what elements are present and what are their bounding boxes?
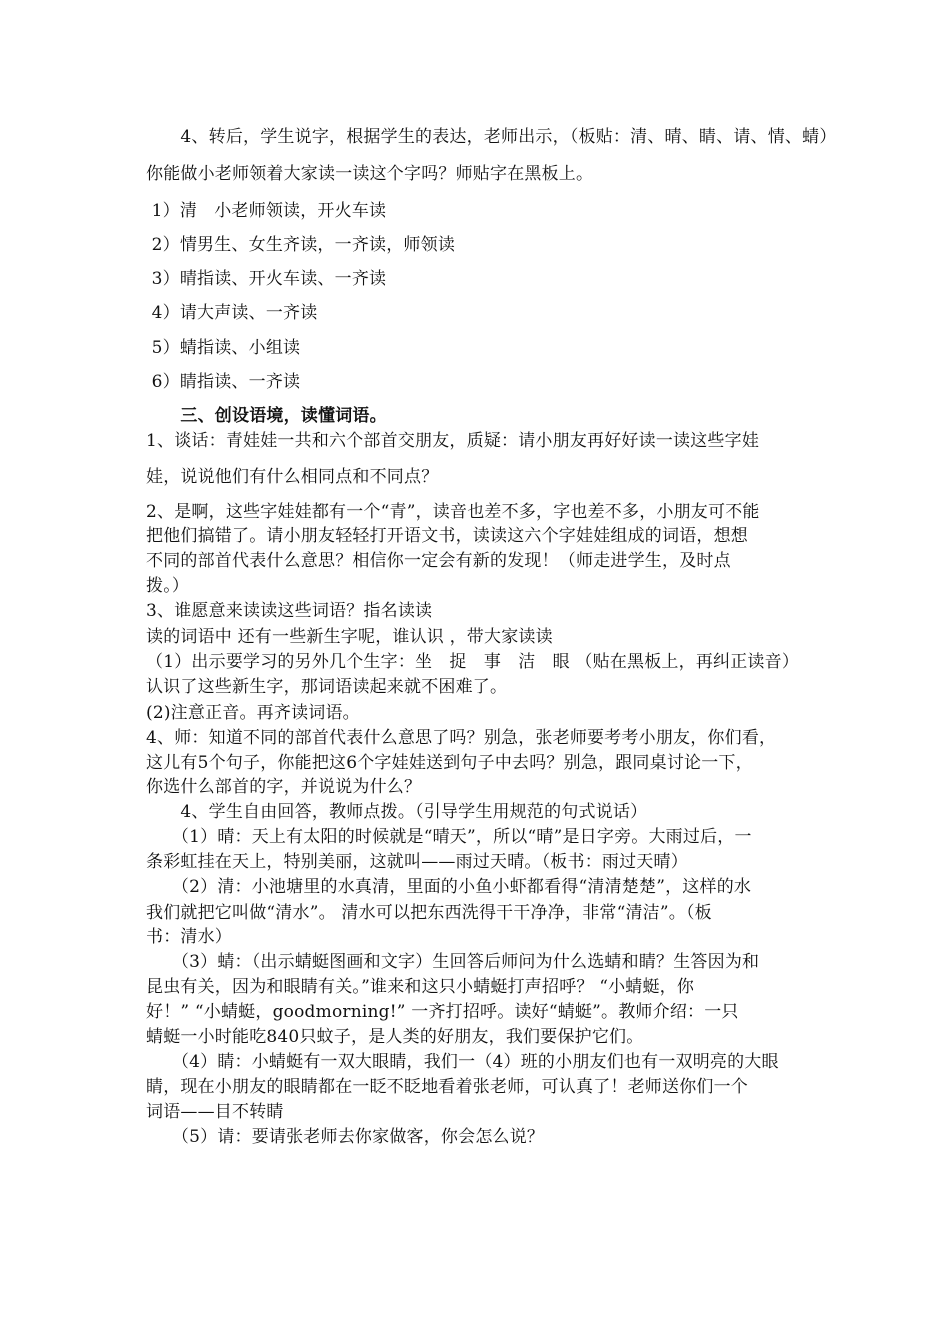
- section-heading: 三、创设语境，读懂词语。: [146, 406, 387, 426]
- paragraph-line: 书：清水）: [146, 927, 232, 947]
- paragraph-line: 我们就把它叫做“清水”。 清水可以把东西洗得干干净净，非常“清洁”。（板: [146, 903, 712, 923]
- paragraph-line: 1、谈话：青娃娃一共和六个部首交朋友，质疑：请小朋友再好好读一读这些字娃: [146, 431, 760, 451]
- paragraph-line: (2)注意正音。再齐读词语。: [146, 703, 360, 723]
- paragraph-line: 娃，说说他们有什么相同点和不同点？: [146, 467, 439, 487]
- list-item: 3）晴指读、开火车读、一齐读: [146, 269, 387, 289]
- paragraph-line: 2、是啊，这些字娃娃都有一个“青”，读音也差不多，字也差不多，小朋友可不能: [146, 502, 760, 522]
- paragraph-line: 条彩虹挂在天上，特别美丽，这就叫——雨过天晴。（板书：雨过天晴）: [146, 852, 688, 872]
- paragraph-line: 你能做小老师领着大家读一读这个字吗？师贴字在黑板上。: [146, 164, 594, 184]
- paragraph-line: （3）蜻：（出示蜻蜓图画和文字）生回答后师问为什么选蜻和睛？生答因为和: [146, 952, 760, 972]
- paragraph-line: （1）晴：天上有太阳的时候就是“晴天”，所以“晴”是日字旁。大雨过后，一: [146, 827, 752, 847]
- paragraph-line: 你选什么部首的字，并说说为什么？: [146, 777, 422, 797]
- paragraph-line: 昆虫有关，因为和眼睛有关。”谁来和这只小蜻蜓打声招呼？ “小蜻蜓，你: [146, 977, 695, 997]
- paragraph-line: 读的词语中 还有一些新生字呢，谁认识 ，带大家读读: [146, 627, 553, 647]
- list-item: 4）请大声读、一齐读: [146, 303, 318, 323]
- paragraph-line: 蜻蜓一小时能吃840只蚊子，是人类的好朋友，我们要保护它们。: [146, 1027, 644, 1047]
- list-item: 5）蜻指读、小组读: [146, 338, 301, 358]
- paragraph-line: 这儿有5个句子，你能把这6个字娃娃送到句子中去吗？别急，跟同桌讨论一下，: [146, 753, 753, 773]
- paragraph-line: 4、师：知道不同的部首代表什么意思了吗？别急，张老师要考考小朋友，你们看，: [146, 728, 777, 748]
- paragraph-line: 4、学生自由回答，教师点拨。（引导学生用规范的句式说话）: [146, 802, 648, 822]
- paragraph-line: （4）睛：小蜻蜓有一双大眼睛，我们一（4）班的小朋友们也有一双明亮的大眼: [146, 1052, 779, 1072]
- paragraph-line: 睛，现在小朋友的眼睛都在一眨不眨地看着张老师，可认真了！老师送你们一个: [146, 1077, 748, 1097]
- paragraph-line: 不同的部首代表什么意思？相信你一定会有新的发现！（师走进学生，及时点: [146, 551, 731, 571]
- paragraph-line: 好！” “小蜻蜓，goodmorning!” 一齐打招呼。读好“蜻蜓”。教师介绍：一只: [146, 1002, 739, 1022]
- paragraph-line: 4、转后，学生说字，根据学生的表达，老师出示，（板贴：清、晴、睛、请、情、蜻）: [146, 127, 837, 147]
- list-item: 1）清 小老师领读，开火车读: [146, 201, 387, 221]
- paragraph-line: 把他们搞错了。请小朋友轻轻打开语文书，读读这六个字娃娃组成的词语，想想: [146, 526, 748, 546]
- list-item: 2）情男生、女生齐读，一齐读，师领读: [146, 235, 456, 255]
- paragraph-line: 拨。）: [146, 576, 190, 596]
- paragraph-line: （5）请：要请张老师去你家做客，你会怎么说？: [146, 1127, 545, 1147]
- list-item: 6）睛指读、一齐读: [146, 372, 301, 392]
- paragraph-line: （2）清：小池塘里的水真清，里面的小鱼小虾都看得“清清楚楚”，这样的水: [146, 877, 752, 897]
- paragraph-line: （1）出示要学习的另外几个生字：坐 捉 事 洁 眼 （贴在黑板上，再纠正读音）: [146, 652, 800, 672]
- paragraph-line: 认识了这些新生字，那词语读起来就不困难了。: [146, 677, 508, 697]
- paragraph-line: 3、谁愿意来读读这些词语？指名读读: [146, 601, 433, 621]
- paragraph-line: 词语——目不转睛: [146, 1102, 284, 1122]
